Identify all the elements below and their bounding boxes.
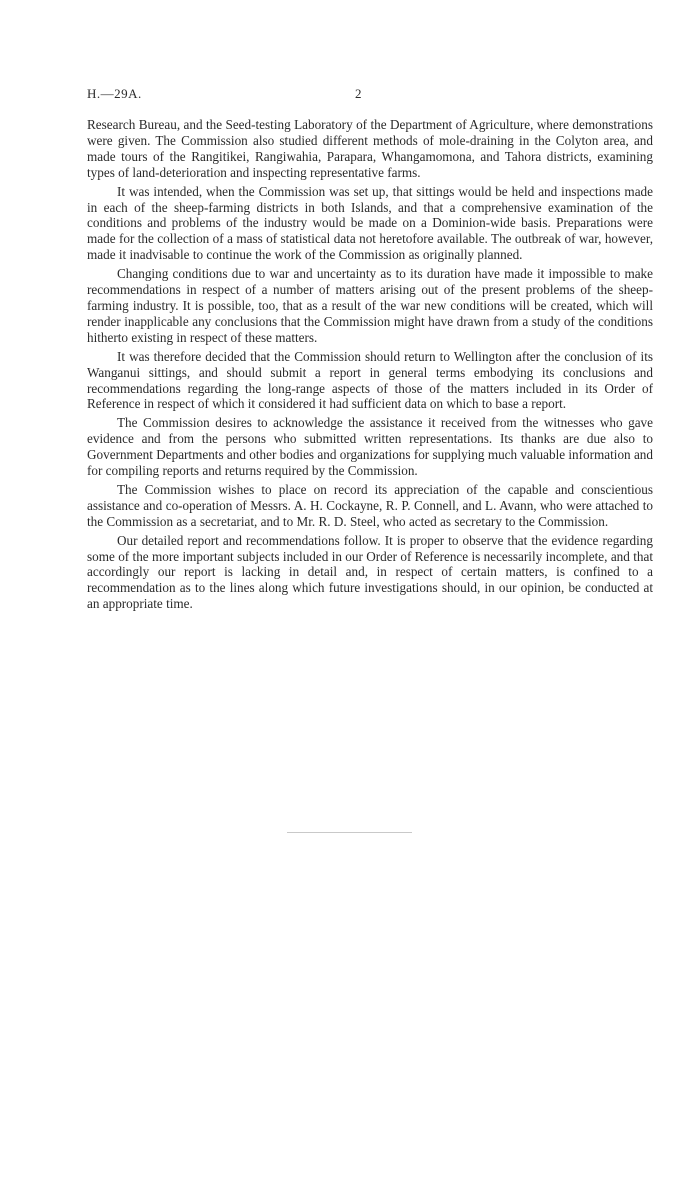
section-divider xyxy=(287,832,412,833)
paragraph: Our detailed report and recommendations follow. It is proper to observe that the evidence regarding some of the more important subjects included in our Order of Reference is necessarily incomplete, and that accordingly our report is lacking in detail and, in respect of certain matters, is confined to a recommendation as to the lines along which future investigations should, in our opinion, be conducted at an appropriate time. xyxy=(87,532,653,612)
paragraph: The Commission desires to acknowledge the assistance it received from the witnesses who gave evidence and from the persons who submitted written representations. Its thanks are due also to Government Departments and other bodies and organizations for supplying much valuable information and for compiling reports and returns required by the Commission. xyxy=(87,415,653,479)
page-number: 2 xyxy=(355,86,362,101)
paragraph: Changing conditions due to war and uncertainty as to its duration have made it impossible to make recommendations in respect of a number of matters arising out of the present problems of the sheep-farming industry. It is possible, too, that as a result of the war new conditions will be created, which will render inapplicable any conclusions that the Commission might have drawn from a study of the conditions hitherto existing in respect of these matters. xyxy=(87,266,653,345)
document-reference: H.—29A. xyxy=(87,86,142,101)
paragraph-continued: Research Bureau, and the Seed-testing Laboratory of the Department of Agriculture, where demonstrations were given. The Commission also studied different methods of mole-draining in the Colyton area, and made tours of the Rangitikei, Rangiwahia, Parapara, Whangamomona, and Tahora districts, examining types of land-deterioration and inspecting representative farms. xyxy=(87,117,653,180)
paragraph: The Commission wishes to place on record its appreciation of the capable and conscientious assistance and co-operation of Messrs. A. H. Cockayne, R. P. Connell, and L. Avann, who were attached to the Commission as a secretariat, and to Mr. R. D. Steel, who acted as secretary to the Commission. xyxy=(87,481,653,529)
report-body xyxy=(87,117,653,615)
paragraph: It was therefore decided that the Commission should return to Wellington after the conclusion of its Wanganui sittings, and should submit a report in general terms embodying its conclusions and recommendations regarding the long-range aspects of those of the matters included in its Order of Reference in respect of which it considered it had sufficient data on which to base a report. xyxy=(87,348,653,412)
paragraph: It was intended, when the Commission was set up, that sittings would be held and inspections made in each of the sheep-farming districts in both Islands, and that a comprehensive examination of the conditions and problems of the industry would be made on a Dominion-wide basis. Preparations were made for the collection of a mass of statistical data not heretofore available. The outbreak of war, however, made it inadvisable to continue the work of the Commission as originally planned. xyxy=(87,183,653,263)
page-header xyxy=(87,86,653,106)
